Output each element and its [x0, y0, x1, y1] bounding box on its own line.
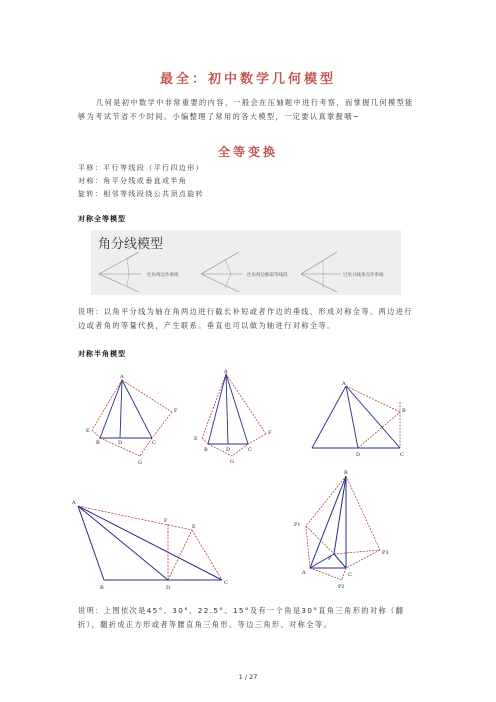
label: A	[72, 500, 76, 506]
label: A	[120, 374, 124, 380]
figure-half-angle-22-5	[300, 380, 410, 470]
label: A	[302, 570, 306, 576]
label: C	[248, 447, 252, 453]
angle-bisector-banner	[91, 230, 401, 295]
transform-rotation: 旋转：相邻等线段绕公共顶点旋转	[78, 190, 204, 198]
label: B	[100, 585, 104, 591]
figure-half-angle-45	[82, 372, 182, 472]
label: P3	[382, 550, 389, 556]
subheading-symmetric-congruence: 对称全等模型	[78, 215, 126, 223]
intro-paragraph: 几何是初中数学中非常重要的内容，一般会在压轴题中进行考察，而掌握几何模型能够为考试节省不少时间。小编整理了常用的各大模型，一定要认真掌握哦~	[78, 98, 414, 121]
page-number: 1 / 27	[238, 673, 258, 681]
label: P	[328, 556, 332, 562]
figure-half-angle-15	[72, 494, 242, 594]
label: D	[166, 585, 171, 591]
label: D	[118, 440, 123, 446]
banner-title: 角分线模型	[98, 237, 164, 252]
label: D	[356, 452, 361, 458]
section-title: 全等变换	[217, 145, 278, 159]
label: C	[224, 580, 228, 586]
caption-through-foot: 过角分线垂点作垂线	[343, 273, 384, 278]
label: E	[194, 436, 198, 442]
label: B	[344, 470, 348, 476]
page-title: 最全：初中数学几何模型	[159, 72, 336, 87]
label: C	[400, 452, 404, 458]
caption-equal-segments: 往角两边截取等线段	[247, 273, 288, 278]
label: C	[152, 440, 156, 446]
label: D	[226, 447, 231, 453]
label: A	[342, 381, 346, 387]
note-bisector: 说明：以角平分线为轴在角两边进行截长补短或者作边的垂线，形成对称全等。两边进行边或者角的等量代换，产生联系。垂直也可以做为轴进行对称全等。	[78, 307, 413, 330]
figure-30-right-triangle	[292, 468, 402, 598]
label: F	[174, 408, 178, 414]
label: B	[204, 447, 208, 453]
label: B	[402, 408, 406, 414]
label: F	[268, 430, 272, 436]
label: G	[230, 459, 234, 465]
label: E	[86, 428, 90, 434]
subheading-symmetric-half-angle: 对称半角模型	[78, 350, 126, 358]
caption-perpendicular: 往角两边作垂线	[147, 273, 179, 278]
note-half-angle: 说明：上图依次是45°、30°、22.5°、15°及有一个角是30°直角三角形的对称（翻折），翻折成正方形或者等腰直角三角形、等边三角形、对称全等。	[78, 606, 405, 629]
label: P2	[338, 584, 345, 590]
label: C	[348, 572, 352, 578]
label: G	[138, 460, 142, 466]
transform-symmetry: 对称：角平分线或垂直或半角	[78, 177, 188, 185]
bisector-diagrams	[91, 230, 401, 295]
transform-translation: 平移：平行等线段（平行四边形）	[78, 164, 204, 172]
label: B	[96, 440, 100, 446]
label: E	[192, 524, 196, 530]
figure-half-angle-30	[188, 368, 288, 468]
label: P1	[294, 522, 301, 528]
label: A	[224, 369, 228, 375]
label: F	[164, 518, 168, 524]
